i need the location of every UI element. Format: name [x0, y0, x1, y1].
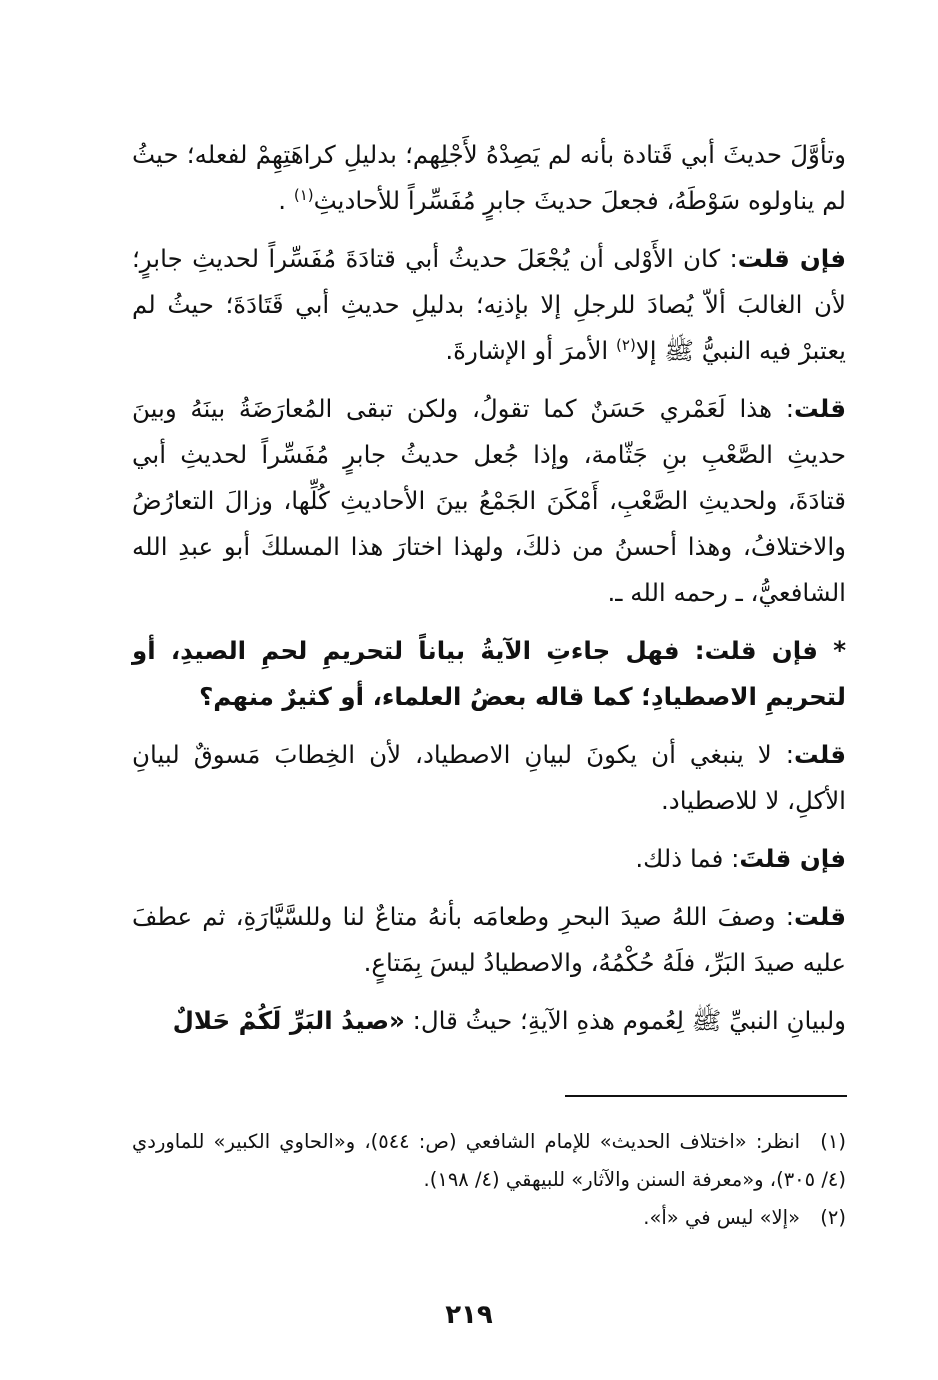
footnote-1	[132, 1123, 846, 1199]
question-text: فإن قلت: فهل جاءتِ الآيةُ بياناً لتحريمِ لحمِ الصيدِ، أو لتحريمِ الاصطيادِ؛ كما قاله بعضُ العلماء، أو كثيرٌ منهم؟	[132, 636, 846, 711]
paragraph-text: : وصفَ اللهُ صيدَ البحرِ وطعامَه بأنهُ متاعٌ لنا وللسَّيَّارَةِ، ثم عطفَ عليه صيدَ البَرِّ، فلَهُ حُكْمُهُ، والاصطيادُ ليسَ بِمَتاعٍ.	[132, 902, 846, 977]
paragraph-8	[132, 998, 846, 1044]
paragraph-label: قلت	[794, 394, 846, 423]
hadith-quote: «صيدُ البَرِّ لَكُمْ حَلالٌ	[172, 1006, 405, 1035]
paragraph-text: : هذا لَعَمْري حَسَنٌ كما تقولُ، ولكن تبقى المُعارَضَةُ بينَهُ وبينَ حديثِ الصَّعْبِ بنِ جَثّامة، وإذا جُعل حديثُ جابرٍ مُفَسِّراً لحديثِ أبي قتادَةَ، ولحديثِ الصَّعْبِ، أَمْكَنَ الجَمْعُ بينَ الأحاديثِ كُلِّها، وزالَ التعارُضُ والاختلافُ، وهذا أحسنُ من ذلكَ، ولهذا اختارَ هذا المسلكَ أبو عبدِ الله الشافعيُّ، ـ رحمه الله ـ.	[132, 394, 846, 607]
question-star: *	[833, 636, 847, 665]
paragraph-tail: الأمرَ أو الإشارةَ.	[445, 336, 617, 365]
paragraph-text: : كان الأَوْلى أن يُجْعَلَ حديثُ أبي قتادَةَ مُفَسِّراً لحديثِ جابرٍ؛ لأن الغالبَ ألاّ يُصادَ للرجلِ إلا بإذنِه؛ بدليلِ حديثِ أبي قَتَادَةَ؛ حيثُ لم يعتبرْ فيه النبيُّ ﷺ إلا	[132, 244, 846, 365]
paragraph-label: فإن قلت	[737, 244, 846, 273]
footnote-ref-2: (٢)	[616, 335, 636, 354]
paragraph-text: ولبيانِ النبيِّ ﷺ لِعُموم هذهِ الآيةِ؛ حيثُ قال:	[404, 1006, 846, 1035]
paragraph-tail: .	[278, 186, 294, 215]
paragraph-text: : فما ذلك.	[635, 844, 740, 873]
page-number: ٢١٩	[445, 1300, 493, 1330]
paragraph-6	[132, 836, 846, 882]
paragraph-7	[132, 894, 846, 986]
paragraph-label: قلت	[794, 902, 846, 931]
footnote-text: انظر: «اختلاف الحديث» للإمام الشافعي (ص: ٥٤٤)، و«الحاوي الكبير» للماوردي (٤/ ٣٠٥)، و«معرفة السنن والآثار» للبيهقي (٤/ ١٩٨).	[132, 1130, 846, 1191]
paragraph-5	[132, 732, 846, 824]
footnote-number: (١)	[820, 1130, 846, 1153]
paragraph-1	[132, 132, 846, 224]
paragraph-text: وتأوَّلَ حديثَ أبي قَتادة بأنه لم يَصِدْهُ لأَجْلِهم؛ بدليلِ كراهَتِهِمْ لفعله؛ حيثُ لم يناولوه سَوْطَهُ، فجعلَ حديثَ جابرٍ مُفَسِّراً للأحاديثِ	[132, 140, 846, 215]
footnote-text: «إلا» ليس في «أ».	[643, 1206, 800, 1229]
main-text	[132, 132, 846, 1056]
footnote-2	[132, 1199, 846, 1237]
question-paragraph	[132, 628, 846, 720]
paragraph-2	[132, 236, 846, 374]
paragraph-3	[132, 386, 846, 616]
footnote-ref-1: (١)	[293, 185, 314, 204]
paragraph-label: قلت	[794, 740, 846, 769]
footnote-divider	[565, 1095, 847, 1097]
footnote-number: (٢)	[820, 1206, 846, 1229]
paragraph-text: : لا ينبغي أن يكونَ لبيانِ الاصطياد، لأن الخِطابَ مَسوقٌ لبيانِ الأكلِ، لا للاصطياد.	[132, 740, 846, 815]
paragraph-label: فإن قلتَ	[739, 844, 846, 873]
footnotes	[132, 1123, 846, 1237]
